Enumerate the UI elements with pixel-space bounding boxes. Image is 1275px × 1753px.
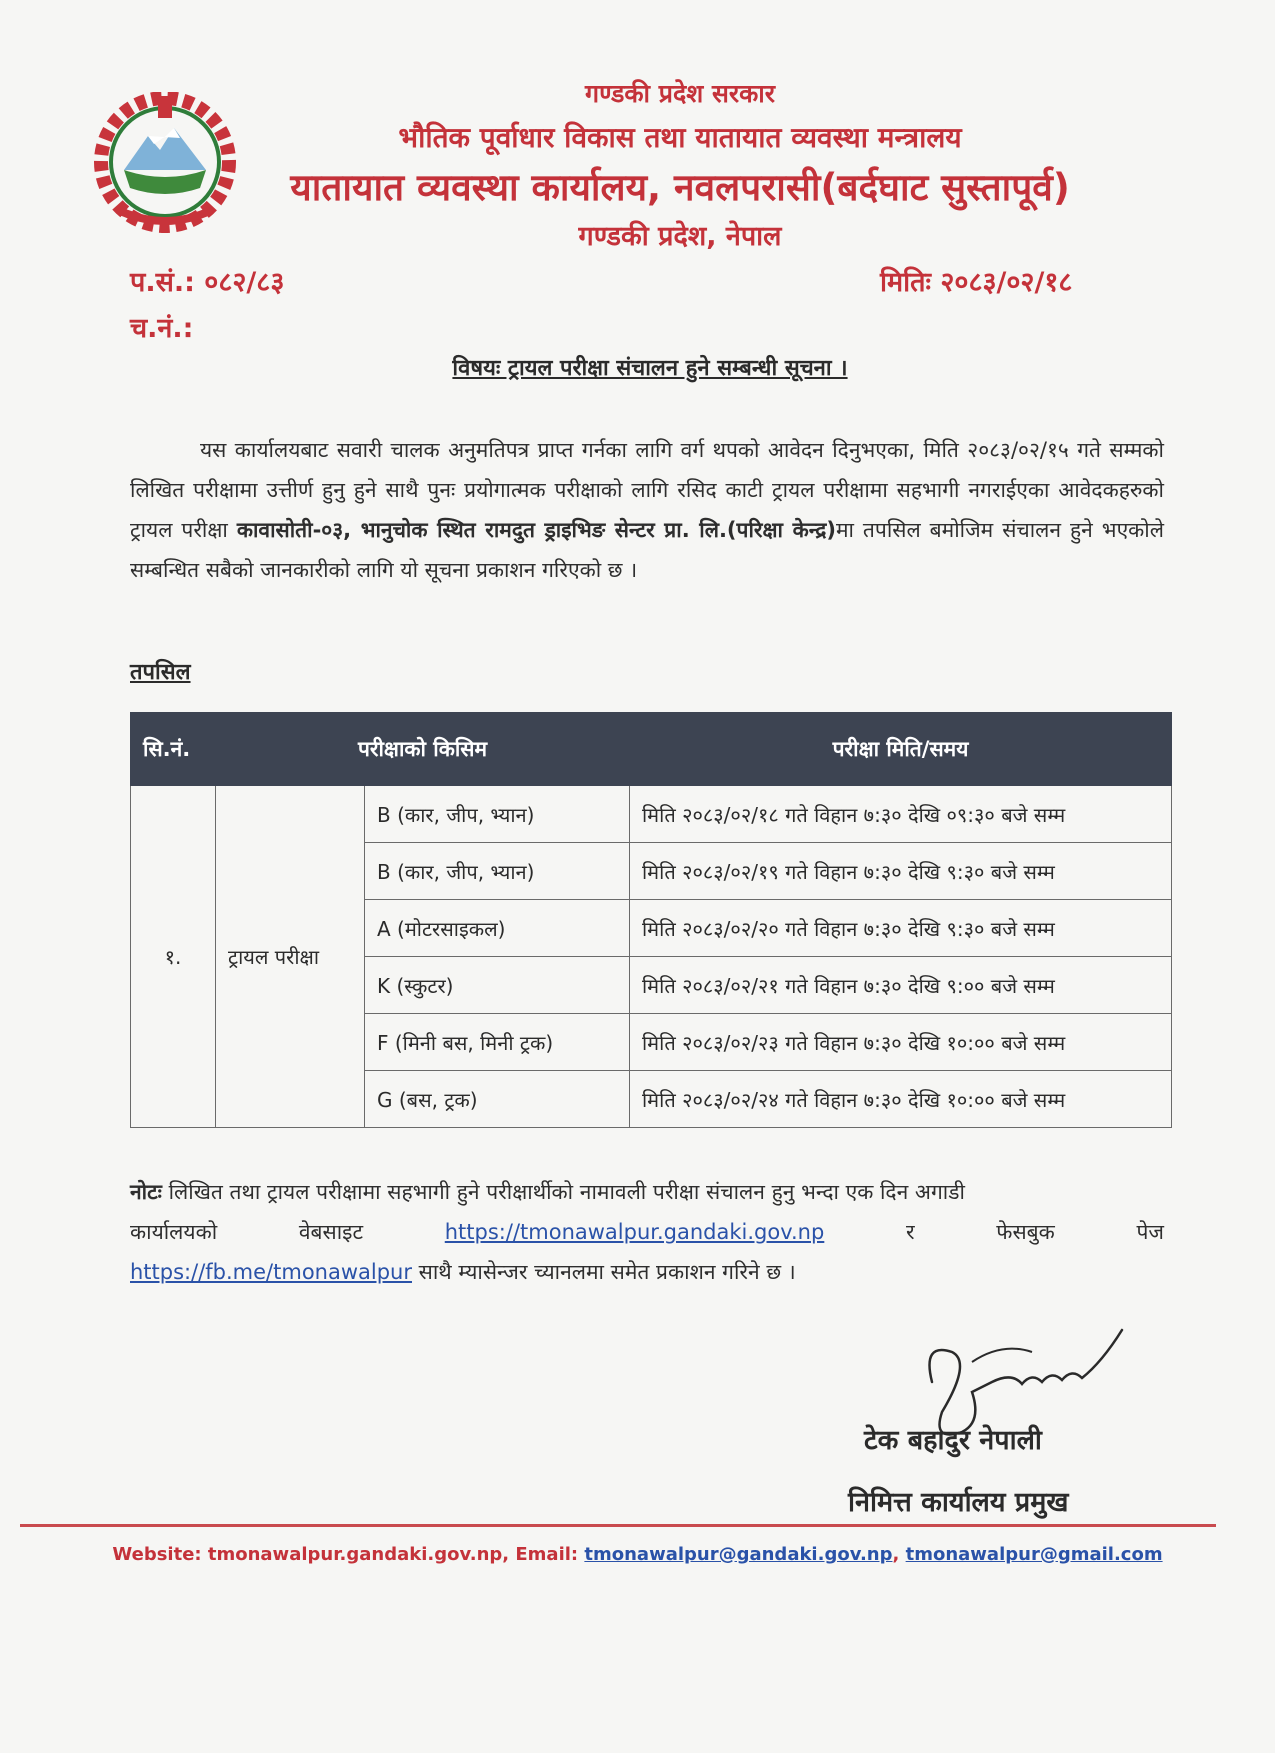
schedule-cell: मिति २०८३/०२/१८ गते विहान ७:३० देखि ०९:३० बजे सम्म	[630, 786, 1172, 843]
schedule-heading: तपसिल	[130, 660, 191, 685]
website-link[interactable]: https://tmonawalpur.gandaki.gov.np	[444, 1220, 825, 1244]
signatory-title: निमित्त कार्यालय प्रमुख	[848, 1487, 1069, 1518]
letter-number: प.सं.: ०८२/८३	[130, 267, 285, 298]
body-text-part1: यस कार्यालयबाट सवारी चालक अनुमतिपत्र प्राप्त गर्नका लागि वर्ग थपको आवेदन दिनुभएका, मिति २०८३/०२/१५ गते सम्मको लिखित परीक्षामा उत्तीर्ण हुनु हुने साथै पुनः प्रयोगात्मक परीक्षाको लागि रसिद काटी ट्रायल परीक्षामा सहभागी नगराईएका आवेदकहरुको ट्रायल परीक्षा	[130, 438, 1164, 542]
category-cell: G (बस, ट्रक)	[365, 1071, 630, 1128]
footer-divider	[20, 1524, 1216, 1527]
exam-type-cell: ट्रायल परीक्षा	[216, 786, 365, 1128]
schedule-cell: मिति २०८३/०२/२१ गते विहान ७:३० देखि ९:०० बजे सम्म	[630, 957, 1172, 1014]
category-cell: B (कार, जीप, भ्यान)	[365, 843, 630, 900]
email-link-gmail[interactable]: tmonawalpur@gmail.com	[905, 1544, 1163, 1565]
nepal-emblem-icon	[88, 92, 242, 234]
note-text-1: लिखित तथा ट्रायल परीक्षामा सहभागी हुने परीक्षार्थीको नामावली परीक्षा संचालन हुनु भन्दा एक दिन अगाडी	[161, 1180, 965, 1204]
category-cell: B (कार, जीप, भ्यान)	[365, 786, 630, 843]
note-line-1	[130, 1172, 1164, 1212]
signatory-name: टेक बहादुर नेपाली	[864, 1425, 1042, 1456]
header-address: गण्डकी प्रदेश, नेपाल	[578, 221, 782, 252]
note-section	[130, 1172, 1164, 1292]
header-exam-type: परीक्षाको किसिम	[216, 713, 630, 786]
header-serial: सि.नं.	[131, 713, 216, 786]
notice-body	[130, 430, 1164, 590]
category-cell: A (मोटरसाइकल)	[365, 900, 630, 957]
note-label: नोटः	[130, 1180, 162, 1204]
category-cell: K (स्कुटर)	[365, 957, 630, 1014]
letter-date: मितिः २०८३/०२/१८	[880, 267, 1073, 298]
notice-subject: विषयः ट्रायल परीक्षा संचालन हुने सम्बन्धी सूचना ।	[452, 356, 848, 381]
schedule-cell: मिति २०८३/०२/२० गते विहान ७:३० देखि ९:३० बजे सम्म	[630, 900, 1172, 957]
footer-contact	[0, 1544, 1275, 1565]
serial-cell: १.	[131, 786, 216, 1128]
body-text-part2: मा तपसिल बमोजिम संचालन हुने भएकोले सम्बन्धित सबैको जानकारीको लागि यो सूचना प्रकाशन गरिएको छ ।	[130, 518, 1164, 582]
schedule-cell: मिति २०८३/०२/२४ गते विहान ७:३० देखि १०:०० बजे सम्म	[630, 1071, 1172, 1128]
dispatch-number: च.नं.:	[130, 313, 194, 344]
header-province-government: गण्डकी प्रदेश सरकार	[585, 79, 775, 108]
footer-separator: ,	[892, 1544, 906, 1565]
header-ministry: भौतिक पूर्वाधार विकास तथा यातायात व्यवस्था मन्त्रालय	[398, 121, 962, 154]
table-header-row	[131, 713, 1172, 786]
category-cell: F (मिनी बस, मिनी ट्रक)	[365, 1014, 630, 1071]
note-line-2	[130, 1212, 1164, 1252]
email-link-official[interactable]: tmonawalpur@gandaki.gov.np	[584, 1544, 893, 1565]
note-word: वेबसाइट	[298, 1220, 364, 1244]
note-word: कार्यालयको	[130, 1220, 218, 1244]
note-word: पेज	[1136, 1220, 1164, 1244]
header-date-time: परीक्षा मिति/समय	[630, 713, 1172, 786]
schedule-cell: मिति २०८३/०२/२३ गते विहान ७:३० देखि १०:०० बजे सम्म	[630, 1014, 1172, 1071]
table-row	[131, 786, 1172, 843]
exam-center: कावासोती-०३, भानुचोक स्थित रामदुत ड्राइभिङ सेन्टर प्रा. लि.(परिक्षा केन्द्र)	[236, 518, 836, 542]
footer-website-text: Website: tmonawalpur.gandaki.gov.np, Email:	[112, 1544, 585, 1565]
note-text-3: साथै म्यासेन्जर च्यानलमा समेत प्रकाशन गरिने छ ।	[412, 1260, 796, 1284]
note-word: फेसबुक	[996, 1220, 1055, 1244]
schedule-table	[130, 712, 1172, 1128]
header-office: यातायात व्यवस्था कार्यालय, नवलपरासी(बर्दघाट सुस्तापूर्व)	[290, 166, 1070, 209]
facebook-link[interactable]: https://fb.me/tmonawalpur	[130, 1260, 412, 1284]
note-line-3	[130, 1252, 1164, 1292]
note-word: र	[906, 1220, 915, 1244]
schedule-cell: मिति २०८३/०२/१९ गते विहान ७:३० देखि ९:३० बजे सम्म	[630, 843, 1172, 900]
